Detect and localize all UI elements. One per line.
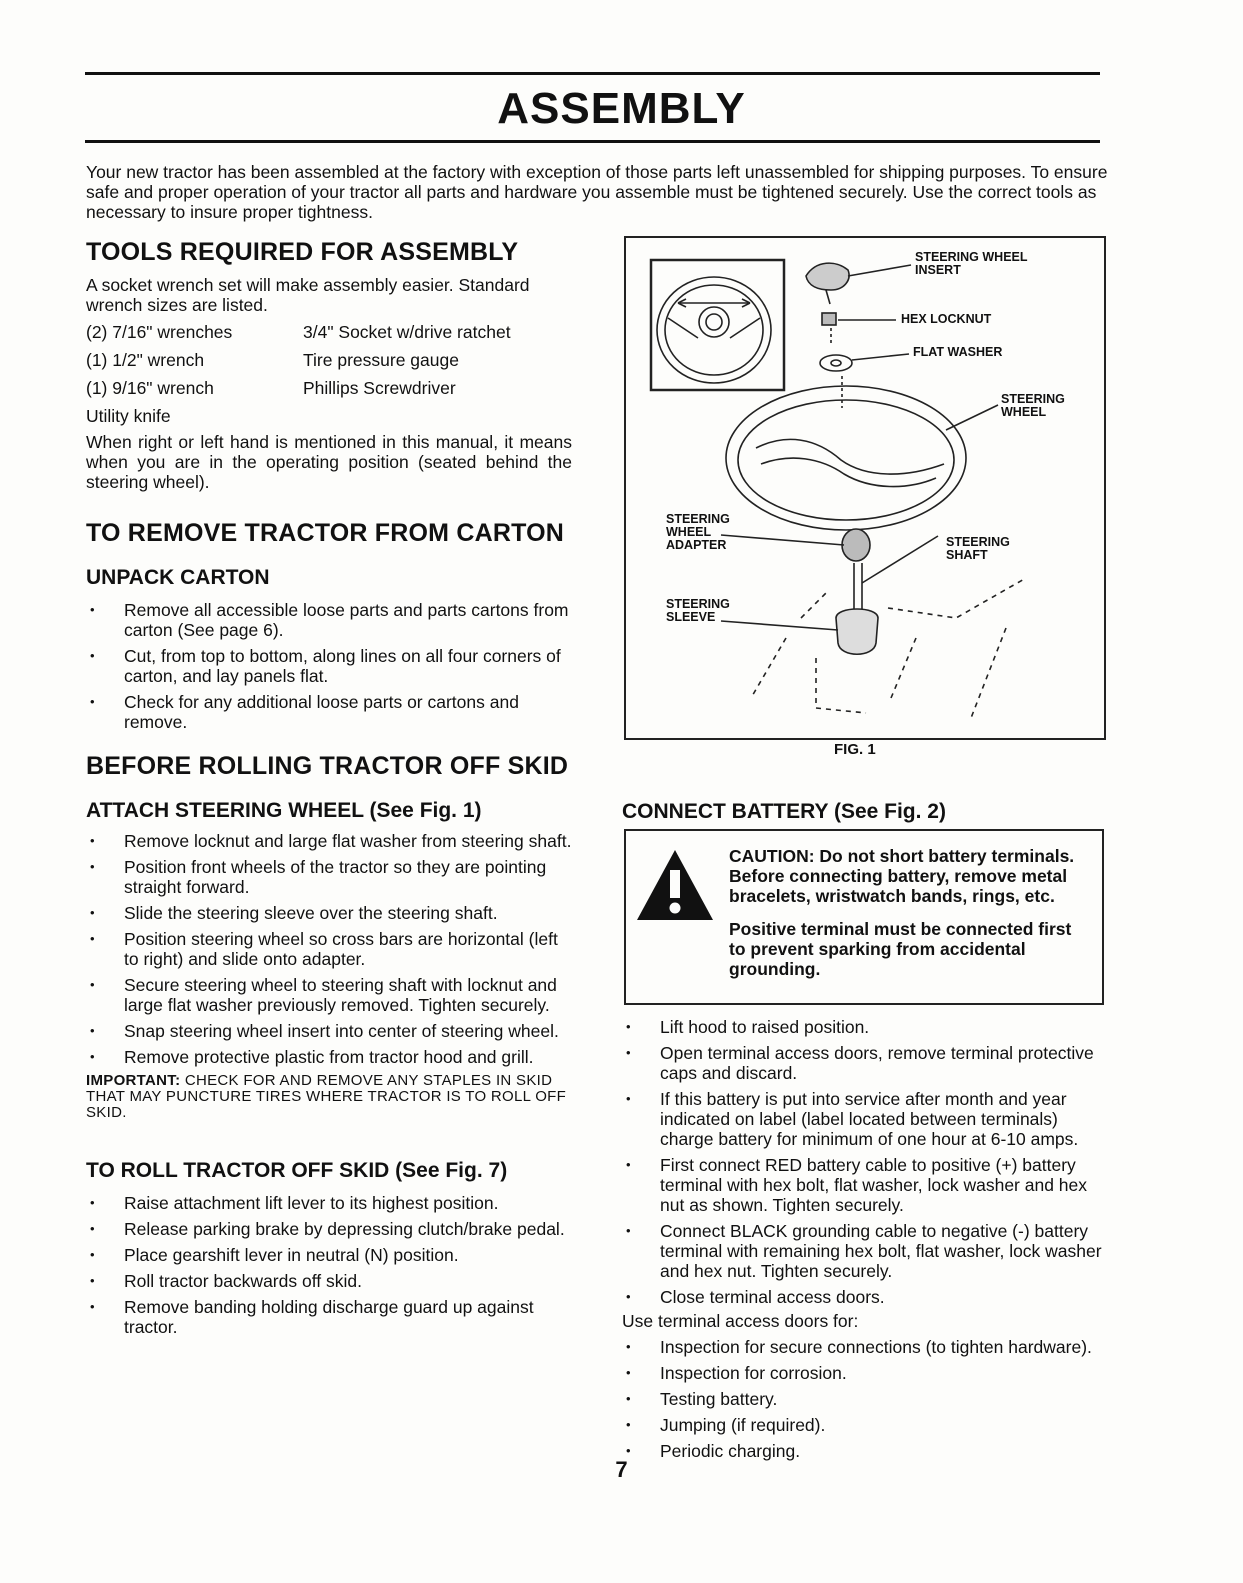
list-item: • Lift hood to raised position. <box>622 1017 1110 1037</box>
list-item: • Position front wheels of the tractor so they are pointing straight forward. <box>86 857 572 897</box>
list-item: • Roll tractor backwards off skid. <box>86 1271 572 1291</box>
steering-list <box>86 831 572 1067</box>
tool-item: Utility knife <box>86 406 171 426</box>
list-item: • Close terminal access doors. <box>622 1287 1110 1307</box>
tool-item: Tire pressure gauge <box>303 350 459 370</box>
list-item: • Inspection for secure connections (to tighten hardware). <box>622 1337 1110 1357</box>
roll-list <box>86 1193 572 1337</box>
steering-subheading: ATTACH STEERING WHEEL (See Fig. 1) <box>86 799 482 822</box>
tools-heading: TOOLS REQUIRED FOR ASSEMBLY <box>86 238 519 266</box>
right-column <box>622 1017 1110 1467</box>
intro-paragraph: Your new tractor has been assembled at the factory with exception of those parts left unassembled for shipping purposes. To ensure safe and proper operation of your tractor all parts and hardware you assemble must be tightened securely. Use the correct tools as necessary to insure proper tightness. <box>86 162 1108 222</box>
label-hex-locknut: HEX LOCKNUT <box>901 312 992 326</box>
steering-assembly-diagram <box>626 238 1104 738</box>
page-title: ASSEMBLY <box>497 84 746 133</box>
tools-list <box>86 321 572 428</box>
list-item: • Remove banding holding discharge guard up against tractor. <box>86 1297 572 1337</box>
tool-item <box>303 405 573 428</box>
list-item: • Remove all accessible loose parts and parts cartons from carton (See page 6). <box>86 600 572 640</box>
unpack-list <box>86 600 572 732</box>
tool-item: (1) 9/16" wrench <box>86 378 214 398</box>
list-item: • Jumping (if required). <box>622 1415 1110 1435</box>
list-item: • First connect RED battery cable to positive (+) battery terminal with hex bolt, flat washer, lock washer and hex nut as shown. Tighten securely. <box>622 1155 1110 1215</box>
hand-note: When right or left hand is mentioned in this manual, it means when you are in the operating position (seated behind the steering wheel). <box>86 432 572 492</box>
before-heading: BEFORE ROLLING TRACTOR OFF SKID <box>86 752 569 780</box>
label-steering-wheel: STEERING WHEEL <box>1001 392 1065 419</box>
tool-item: Phillips Screwdriver <box>303 378 456 398</box>
terminal-doors-intro: Use terminal access doors for: <box>622 1311 859 1331</box>
list-item: • Testing battery. <box>622 1389 1110 1409</box>
unpack-subheading: UNPACK CARTON <box>86 566 270 589</box>
label-steering-sleeve: STEERING SLEEVE <box>666 597 730 624</box>
tool-item: (1) 1/2" wrench <box>86 350 205 370</box>
title-underline <box>85 140 1100 143</box>
terminal-doors-uses-list <box>622 1337 1110 1461</box>
label-steering-shaft: STEERING SHAFT <box>946 535 1010 562</box>
list-item: • Snap steering wheel insert into center of steering wheel. <box>86 1021 572 1041</box>
caution-text-block <box>729 846 1085 979</box>
list-item: • Raise attachment lift lever to its highest position. <box>86 1193 572 1213</box>
list-item: • Secure steering wheel to steering shaft with locknut and large flat washer previously removed. Tighten securely. <box>86 975 572 1015</box>
top-rule <box>85 72 1100 75</box>
list-item: • Inspection for corrosion. <box>622 1363 1110 1383</box>
label-steering-wheel-adapter: STEERING WHEEL ADAPTER <box>666 512 730 552</box>
remove-heading: TO REMOVE TRACTOR FROM CARTON <box>86 519 565 547</box>
roll-heading: TO ROLL TRACTOR OFF SKID (See Fig. 7) <box>86 1159 508 1182</box>
list-item: • Remove locknut and large flat washer from steering shaft. <box>86 831 572 851</box>
positive-terminal-warning: Positive terminal must be connected first to prevent sparking from accidental grounding. <box>729 919 1072 979</box>
page-number: 7 <box>615 1457 628 1482</box>
figure-caption: FIG. 1 <box>834 741 876 758</box>
tools-intro: A socket wrench set will make assembly easier. Standard wrench sizes are listed. <box>86 275 530 315</box>
important-text: CHECK FOR AND REMOVE ANY STAPLES IN SKID THAT MAY PUNCTURE TIRES WHERE TRACTOR IS TO ROLL OFF SKID. <box>86 1072 567 1121</box>
important-label: IMPORTANT: <box>86 1072 181 1089</box>
battery-steps-list <box>622 1017 1110 1307</box>
label-flat-washer: FLAT WASHER <box>913 345 1003 359</box>
caution-box <box>624 829 1104 1005</box>
battery-heading: CONNECT BATTERY (See Fig. 2) <box>622 800 946 823</box>
list-item: • Connect BLACK grounding cable to negative (-) battery terminal with remaining hex bolt, flat washer, lock washer and hex nut. Tighten securely. <box>622 1221 1110 1281</box>
list-item: • Cut, from top to bottom, along lines on all four corners of carton, and lay panels flat. <box>86 646 572 686</box>
warning-icon <box>635 848 715 924</box>
left-column <box>86 238 572 1343</box>
list-item: • Remove protective plastic from tractor hood and grill. <box>86 1047 572 1067</box>
figure-1 <box>624 236 1106 740</box>
list-item: • Place gearshift lever in neutral (N) position. <box>86 1245 572 1265</box>
list-item: • If this battery is put into service after month and year indicated on label (label located between terminals) charge battery for minimum of one hour at 6-10 amps. <box>622 1089 1110 1149</box>
list-item: • Position steering wheel so cross bars are horizontal (left to right) and slide onto adapter. <box>86 929 572 969</box>
label-steering-wheel-insert: STEERING WHEEL INSERT <box>915 250 1028 277</box>
list-item: • Slide the steering sleeve over the steering shaft. <box>86 903 572 923</box>
list-item: • Check for any additional loose parts or cartons and remove. <box>86 692 572 732</box>
list-item: • Open terminal access doors, remove terminal protective caps and discard. <box>622 1043 1110 1083</box>
list-item: • Periodic charging. <box>622 1441 1110 1461</box>
caution-message: CAUTION: Do not short battery terminals. Before connecting battery, remove metal bracelets, wristwatch bands, rings, etc. <box>729 846 1075 906</box>
list-item: • Release parking brake by depressing clutch/brake pedal. <box>86 1219 572 1239</box>
tool-item: 3/4" Socket w/drive ratchet <box>303 322 511 342</box>
important-note <box>86 1073 572 1121</box>
tool-item: (2) 7/16" wrenches <box>86 322 233 342</box>
